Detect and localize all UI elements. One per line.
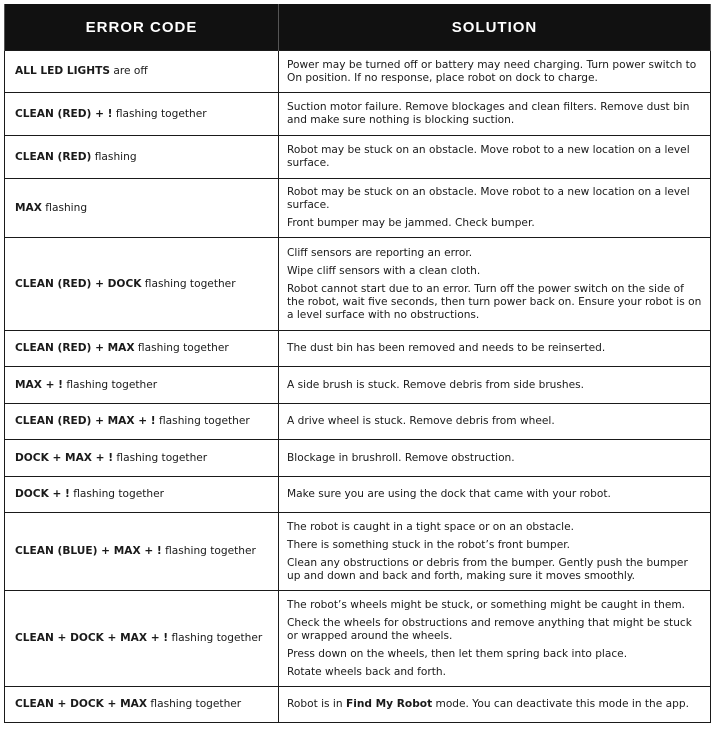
solution-text: Suction motor failure. Remove blockages and clean filters. Remove dust bin and make sure nothing is blocking suction. (287, 101, 690, 126)
solution-cell (279, 477, 711, 513)
solution-cell (279, 331, 711, 367)
error-code-cell (5, 591, 279, 687)
error-code-label: CLEAN (RED) + DOCK (15, 277, 142, 290)
solution-text: Cliff sensors are reporting an error. (287, 246, 473, 259)
solution-text: The robot’s wheels might be stuck, or something might be caught in them. (287, 598, 686, 611)
solution-text: The dust bin has been removed and needs to be reinserted. (287, 342, 606, 354)
solution-cell (279, 136, 711, 179)
error-code-description: flashing (91, 150, 137, 163)
solution-text: Robot may be stuck on an obstacle. Move robot to a new location on a level surface. (287, 186, 690, 211)
solution-cell (279, 93, 711, 136)
error-code-label: DOCK + ! (15, 488, 70, 500)
solution-text: Clean any obstructions or debris from the bumper. Gently push the bumper up and down and back and forth, making sure it moves smoothly. (287, 556, 688, 582)
error-code-label: MAX + ! (15, 378, 63, 391)
error-code-cell (5, 331, 279, 367)
solution-cell (279, 440, 711, 477)
table-row (5, 591, 711, 687)
table-row (5, 404, 711, 440)
table-row (5, 477, 711, 513)
error-code-cell (5, 179, 279, 238)
solution-text: The robot is caught in a tight space or on an obstacle. (287, 520, 574, 533)
error-code-description: flashing together (63, 378, 158, 391)
error-code-label: CLEAN + DOCK + MAX + ! (15, 632, 169, 644)
error-code-table (4, 4, 711, 723)
error-code-description: flashing together (134, 342, 229, 354)
error-code-label: MAX (15, 201, 42, 214)
error-code-cell (5, 136, 279, 179)
error-code-label: CLEAN + DOCK + MAX (15, 698, 148, 710)
table-body (5, 51, 711, 723)
error-code-label: CLEAN (BLUE) + MAX + ! (15, 545, 162, 557)
solution-text: A drive wheel is stuck. Remove debris from wheel. (287, 415, 555, 427)
error-code-description: flashing (41, 201, 88, 214)
table-row (5, 331, 711, 367)
error-code-cell (5, 687, 279, 723)
error-code-description: are off (109, 65, 148, 77)
solution-text: Robot may be stuck on an obstacle. Move robot to a new location on a level surface. (287, 144, 690, 169)
error-code-description: flashing together (112, 107, 207, 120)
error-code-description: flashing together (113, 451, 208, 464)
error-code-cell (5, 404, 279, 440)
solution-cell (279, 238, 711, 331)
error-code-label: ALL LED LIGHTS (15, 65, 110, 77)
solution-text: Front bumper may be jammed. Check bumper. (287, 217, 535, 229)
solution-text: Rotate wheels back and forth. (287, 665, 446, 678)
solution-text: Check the wheels for obstructions and remove anything that might be stuck or wrapped around the wheels. (287, 616, 692, 642)
solution-cell (279, 687, 711, 723)
error-code-description: flashing together (155, 415, 250, 427)
error-code-label: CLEAN (RED) (15, 150, 92, 163)
table-row (5, 440, 711, 477)
error-code-description: flashing together (69, 488, 165, 500)
solution-text: There is something stuck in the robot’s front bumper. (287, 538, 571, 551)
table-row (5, 93, 711, 136)
error-code-description: flashing together (147, 698, 242, 710)
error-code-cell (5, 367, 279, 404)
error-code-label: CLEAN (RED) + MAX (15, 342, 135, 354)
solution-text: Wipe cliff sensors with a clean cloth. (287, 264, 481, 277)
table-row (5, 179, 711, 238)
solution-cell (279, 179, 711, 238)
error-code-description: flashing together (168, 632, 263, 644)
error-code-cell (5, 477, 279, 513)
error-code-description: flashing together (141, 277, 236, 290)
solution-text: Press down on the wheels, then let them spring back into place. (287, 647, 628, 660)
error-code-table-container (4, 4, 710, 723)
solution-text (287, 698, 702, 711)
table-row (5, 513, 711, 591)
find-my-robot-mode: Find My Robot (345, 698, 433, 710)
error-code-label: CLEAN (RED) + MAX + ! (15, 415, 156, 427)
solution-header: SOLUTION (279, 4, 711, 51)
table-row (5, 687, 711, 723)
error-code-cell (5, 93, 279, 136)
solution-text: Blockage in brushroll. Remove obstruction. (287, 451, 515, 464)
error-code-cell (5, 513, 279, 591)
error-code-cell (5, 440, 279, 477)
error-code-description: flashing together (161, 545, 256, 557)
solution-text-prefix: Robot is in (287, 698, 346, 710)
error-code-label: CLEAN (RED) + ! (15, 107, 113, 120)
solution-cell (279, 404, 711, 440)
solution-cell (279, 513, 711, 591)
table-row (5, 238, 711, 331)
error-code-cell (5, 238, 279, 331)
error-code-label: DOCK + MAX + ! (15, 451, 114, 464)
error-code-cell (5, 51, 279, 93)
solution-cell (279, 591, 711, 687)
table-header-row (5, 4, 711, 51)
table-row (5, 367, 711, 404)
solution-text: Power may be turned off or battery may need charging. Turn power switch to On position. If no response, place robot on dock to charge. (287, 58, 697, 84)
solution-text: A side brush is stuck. Remove debris from side brushes. (287, 378, 585, 391)
error-code-header: ERROR CODE (5, 4, 279, 51)
solution-text: Make sure you are using the dock that came with your robot. (287, 488, 611, 500)
solution-cell (279, 51, 711, 93)
solution-text: Robot cannot start due to an error. Turn off the power switch on the side of the robot, wait five seconds, then turn power back on. Ensure your robot is on a level surface with no obstructions. (287, 282, 702, 321)
solution-text-suffix: mode. You can deactivate this mode in the app. (432, 698, 689, 710)
solution-cell (279, 367, 711, 404)
table-row (5, 136, 711, 179)
table-row (5, 51, 711, 93)
